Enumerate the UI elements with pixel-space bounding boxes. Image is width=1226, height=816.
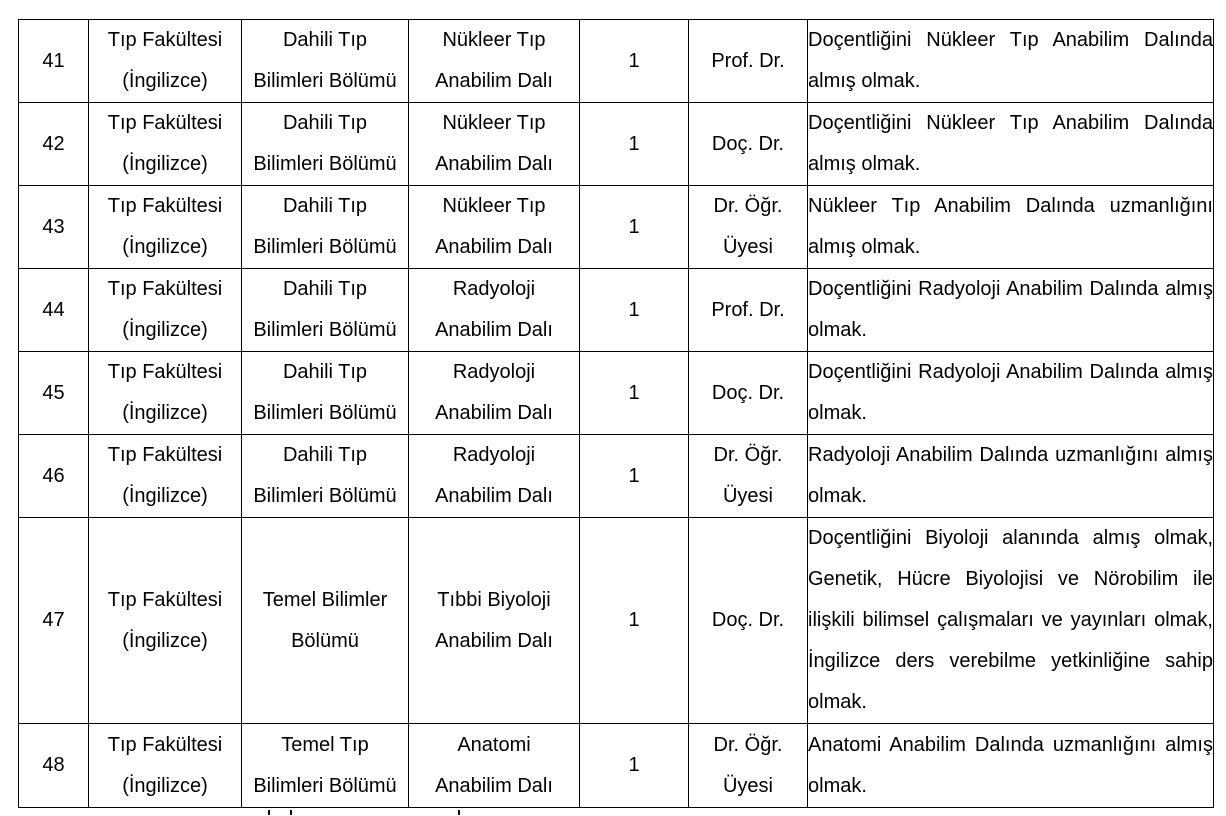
- title-cell: [689, 20, 808, 103]
- anabilim-line: Anabilim Dalı: [435, 402, 553, 424]
- department-line: Dahili Tıp: [282, 112, 368, 134]
- faculty-cell: [89, 20, 242, 103]
- row-number: 46: [19, 435, 89, 518]
- position-count: 1: [580, 269, 689, 352]
- anabilim-line: Anabilim Dalı: [435, 236, 553, 258]
- title-line: Doç. Dr.: [711, 609, 785, 631]
- department-line: Bilimleri Bölümü: [253, 402, 397, 424]
- department-cell: [242, 103, 409, 186]
- row-number: 47: [19, 518, 89, 724]
- title-line: Doç. Dr.: [711, 132, 785, 155]
- next-page-edge: [0, 806, 1226, 816]
- department-cell: [242, 724, 409, 808]
- requirement-text: Nükleer Tıp Anabilim Dalında uzmanlığını almış olmak.: [808, 195, 1213, 258]
- department-line: Bilimleri Bölümü: [253, 153, 397, 175]
- department-cell: [242, 352, 409, 435]
- faculty-line: Tıp Fakültesi: [107, 733, 223, 756]
- anabilim-line: Radyoloji: [452, 278, 536, 300]
- anabilim-line: Radyoloji: [452, 361, 536, 383]
- department-cell: [242, 186, 409, 269]
- table-row: [19, 20, 1214, 103]
- department-line: Dahili Tıp: [282, 278, 368, 300]
- faculty-line: (İngilizce): [122, 402, 208, 424]
- faculty-line: (İngilizce): [122, 70, 208, 92]
- title-line: Dr. Öğr.: [713, 733, 783, 756]
- title-line: Dr. Öğr.: [713, 195, 783, 217]
- faculty-line: Tıp Fakültesi: [107, 278, 223, 300]
- faculty-line: (İngilizce): [122, 629, 208, 652]
- anabilim-cell: [409, 269, 580, 352]
- anabilim-cell: [409, 518, 580, 724]
- anabilim-cell: [409, 20, 580, 103]
- title-line: Dr. Öğr.: [713, 444, 783, 466]
- title-cell: [689, 435, 808, 518]
- requirement-text: Doçentliğini Radyoloji Anabilim Dalında almış olmak.: [808, 361, 1213, 424]
- requirement-text: Doçentliğini Nükleer Tıp Anabilim Dalında almış olmak.: [808, 112, 1213, 175]
- anabilim-line: Anabilim Dalı: [435, 153, 553, 175]
- faculty-line: Tıp Fakültesi: [107, 361, 223, 383]
- faculty-line: Tıp Fakültesi: [107, 444, 223, 466]
- anabilim-line: Anabilim Dalı: [435, 629, 553, 652]
- staff-positions-table: [18, 19, 1214, 808]
- requirement-cell: [808, 20, 1214, 103]
- faculty-cell: [89, 186, 242, 269]
- department-line: Temel Bilimler: [262, 588, 388, 611]
- department-line: Dahili Tıp: [282, 29, 368, 51]
- table-row: [19, 724, 1214, 808]
- faculty-cell: [89, 518, 242, 724]
- department-cell: [242, 518, 409, 724]
- title-line: Prof. Dr.: [711, 298, 785, 321]
- faculty-cell: [89, 103, 242, 186]
- position-count: 1: [580, 435, 689, 518]
- department-line: Dahili Tıp: [282, 361, 368, 383]
- title-line: Üyesi: [722, 485, 773, 507]
- table-row: [19, 435, 1214, 518]
- faculty-line: Tıp Fakültesi: [107, 588, 223, 611]
- requirement-cell: [808, 186, 1214, 269]
- position-count: 1: [580, 186, 689, 269]
- faculty-cell: [89, 724, 242, 808]
- faculty-line: (İngilizce): [122, 774, 208, 797]
- title-cell: [689, 103, 808, 186]
- title-line: Üyesi: [722, 236, 773, 258]
- table-row: [19, 518, 1214, 724]
- anabilim-line: Nükleer Tıp: [442, 112, 546, 134]
- anabilim-line: Anabilim Dalı: [435, 70, 553, 92]
- title-cell: [689, 186, 808, 269]
- anabilim-line: Nükleer Tıp: [442, 195, 546, 217]
- row-number: 48: [19, 724, 89, 808]
- row-number: 41: [19, 20, 89, 103]
- row-number: 43: [19, 186, 89, 269]
- department-line: Bilimleri Bölümü: [253, 485, 397, 507]
- anabilim-cell: [409, 352, 580, 435]
- department-cell: [242, 20, 409, 103]
- requirement-cell: [808, 518, 1214, 724]
- anabilim-line: Anatomi: [457, 733, 531, 756]
- department-cell: [242, 435, 409, 518]
- department-line: Bilimleri Bölümü: [253, 319, 397, 341]
- requirement-text: Doçentliğini Nükleer Tıp Anabilim Dalında almış olmak.: [808, 29, 1213, 92]
- department-line: Bilimleri Bölümü: [253, 70, 397, 92]
- anabilim-cell: [409, 724, 580, 808]
- anabilim-line: Anabilim Dalı: [435, 485, 553, 507]
- department-line: Bilimleri Bölümü: [253, 236, 397, 258]
- table-row: [19, 186, 1214, 269]
- requirement-text: Radyoloji Anabilim Dalında uzmanlığını almış olmak.: [808, 444, 1213, 507]
- faculty-cell: [89, 352, 242, 435]
- department-line: Dahili Tıp: [282, 444, 368, 466]
- title-line: Doç. Dr.: [711, 381, 785, 404]
- requirement-cell: [808, 724, 1214, 808]
- department-line: Dahili Tıp: [282, 195, 368, 217]
- title-cell: [689, 518, 808, 724]
- position-count: 1: [580, 352, 689, 435]
- row-number: 42: [19, 103, 89, 186]
- page-edge-mark: [268, 810, 270, 815]
- title-cell: [689, 269, 808, 352]
- title-line: Üyesi: [722, 774, 773, 797]
- anabilim-cell: [409, 186, 580, 269]
- requirement-text: Anatomi Anabilim Dalında uzmanlığını almış olmak.: [808, 733, 1213, 797]
- anabilim-cell: [409, 435, 580, 518]
- page-edge-mark: [458, 810, 460, 815]
- requirement-cell: [808, 103, 1214, 186]
- title-line: Prof. Dr.: [711, 49, 785, 72]
- faculty-line: (İngilizce): [122, 319, 208, 341]
- anabilim-line: Radyoloji: [452, 444, 536, 466]
- department-cell: [242, 269, 409, 352]
- faculty-line: Tıp Fakültesi: [107, 195, 223, 217]
- requirement-cell: [808, 352, 1214, 435]
- faculty-line: (İngilizce): [122, 153, 208, 175]
- faculty-line: (İngilizce): [122, 485, 208, 507]
- position-count: 1: [580, 724, 689, 808]
- requirement-text: Doçentliğini Biyoloji alanında almış olmak, Genetik, Hücre Biyolojisi ve Nörobilim ile ilişkili bilimsel çalışmaları ve yayınları olmak, İngilizce ders verebilme yetkinliğine sahip olmak.: [808, 527, 1213, 713]
- anabilim-line: Nükleer Tıp: [442, 29, 546, 51]
- title-cell: [689, 352, 808, 435]
- table-row: [19, 103, 1214, 186]
- requirement-cell: [808, 435, 1214, 518]
- anabilim-cell: [409, 103, 580, 186]
- page-edge-mark: [290, 810, 292, 815]
- faculty-cell: [89, 435, 242, 518]
- faculty-line: Tıp Fakültesi: [107, 112, 223, 134]
- position-count: 1: [580, 103, 689, 186]
- position-count: 1: [580, 20, 689, 103]
- row-number: 44: [19, 269, 89, 352]
- anabilim-line: Anabilim Dalı: [435, 319, 553, 341]
- anabilim-line: Anabilim Dalı: [435, 774, 553, 797]
- requirement-cell: [808, 269, 1214, 352]
- department-line: Bilimleri Bölümü: [253, 774, 397, 797]
- position-count: 1: [580, 518, 689, 724]
- anabilim-line: Tıbbi Biyoloji: [437, 588, 551, 611]
- faculty-line: (İngilizce): [122, 236, 208, 258]
- row-number: 45: [19, 352, 89, 435]
- department-line: Bölümü: [291, 629, 359, 652]
- title-cell: [689, 724, 808, 808]
- table-row: [19, 352, 1214, 435]
- faculty-line: Tıp Fakültesi: [107, 29, 223, 51]
- faculty-cell: [89, 269, 242, 352]
- requirement-text: Doçentliğini Radyoloji Anabilim Dalında almış olmak.: [808, 278, 1213, 341]
- table-row: [19, 269, 1214, 352]
- department-line: Temel Tıp: [281, 733, 369, 756]
